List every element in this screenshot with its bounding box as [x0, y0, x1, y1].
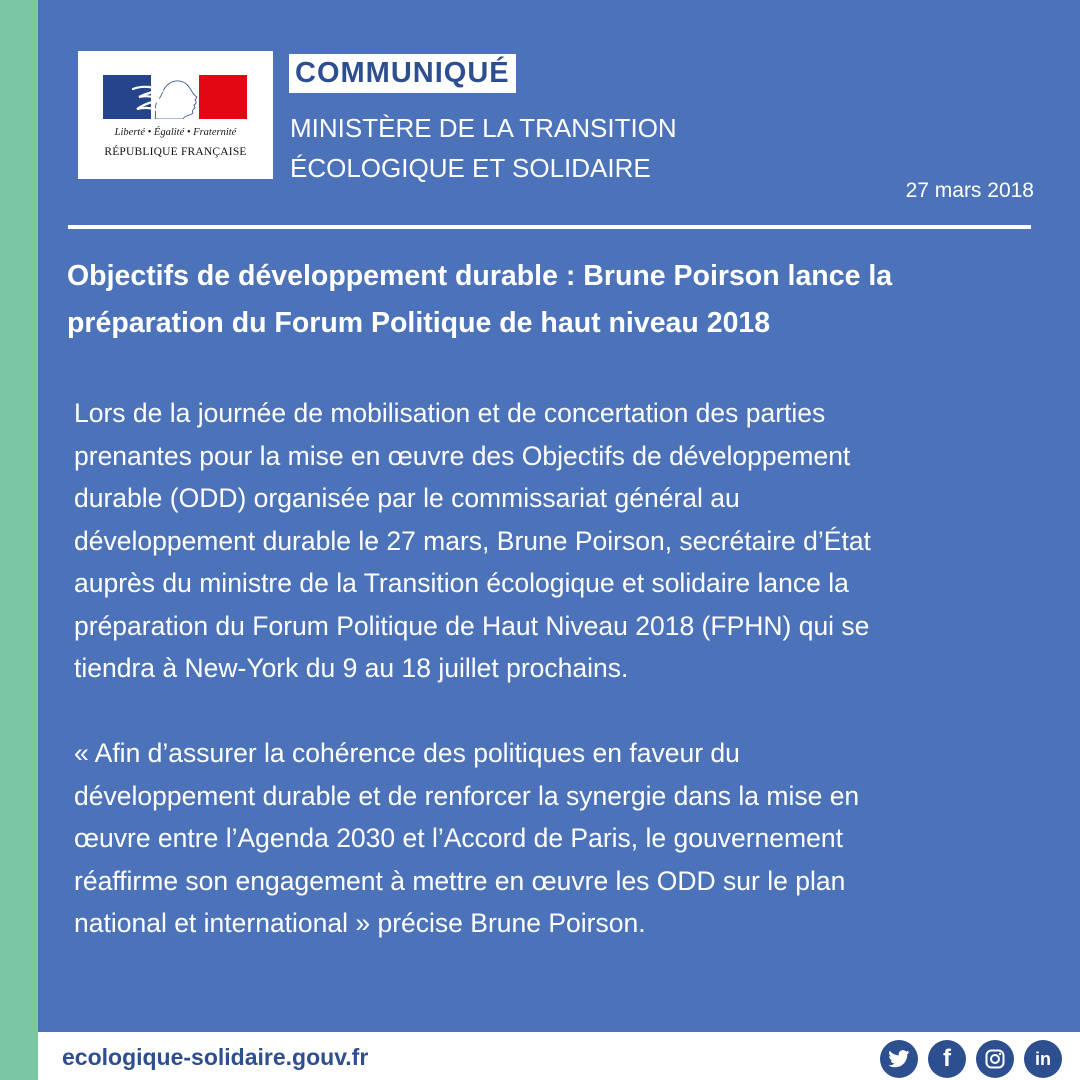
body-line: réaffirme son engagement à mettre en œuvre les ODD sur le plan: [74, 865, 846, 896]
body-line: prenantes pour la mise en œuvre des Objectifs de développement: [74, 440, 851, 471]
side-stripe: [0, 0, 38, 1080]
marianne-flag-icon: [103, 75, 247, 119]
body-line: tiendra à New-York du 9 au 18 juillet prochains.: [74, 653, 629, 683]
instagram-camera-icon: [985, 1049, 1005, 1069]
ministry-line-2: ÉCOLOGIQUE ET SOLIDAIRE: [290, 153, 651, 183]
twitter-icon[interactable]: [880, 1040, 918, 1078]
logo-name: RÉPUBLIQUE FRANÇAISE: [104, 146, 247, 158]
twitter-bird-icon: [888, 1050, 910, 1068]
communique-badge: COMMUNIQUÉ: [289, 54, 516, 93]
header-divider: [68, 225, 1031, 229]
body-line: durable (ODD) organisée par le commissariat général au: [74, 483, 740, 513]
paragraph-1: [74, 392, 1034, 690]
website-link[interactable]: ecologique-solidaire.gouv.fr: [62, 1044, 369, 1070]
headline-line-2: préparation du Forum Politique de haut niveau 2018: [67, 307, 771, 339]
facebook-icon[interactable]: [928, 1040, 966, 1078]
release-date: 27 mars 2018: [905, 179, 1034, 202]
ministry-line-1: MINISTÈRE DE LA TRANSITION: [290, 113, 677, 143]
paragraph-2: [74, 732, 1034, 945]
body-line: « Afin d’assurer la cohérence des politiques en faveur du: [74, 738, 740, 768]
linkedin-icon[interactable]: [1024, 1040, 1062, 1078]
instagram-icon[interactable]: [976, 1040, 1014, 1078]
body-line: Lors de la journée de mobilisation et de concertation des parties: [74, 398, 826, 428]
republique-francaise-logo: [78, 51, 273, 179]
body-line: développement durable le 27 mars, Brune Poirson, secrétaire d’État: [74, 525, 871, 556]
body-line: préparation du Forum Politique de Haut Niveau 2018 (FPHN) qui se: [74, 610, 870, 641]
body-line: auprès du ministre de la Transition écologique et solidaire lance la: [74, 568, 849, 598]
ministry-name: [290, 108, 677, 188]
headline-line-1: Objectifs de développement durable : Brune Poirson lance la: [67, 260, 893, 292]
body-line: national et international » précise Brune Poirson.: [74, 908, 646, 938]
linkedin-glyph: in: [1035, 1048, 1051, 1069]
social-links: [880, 1040, 1062, 1078]
body-line: développement durable et de renforcer la synergie dans la mise en: [74, 780, 860, 811]
headline: [67, 253, 1027, 347]
body-line: œuvre entre l’Agenda 2030 et l’Accord de Paris, le gouvernement: [74, 823, 843, 853]
body-text: [74, 392, 1034, 945]
logo-motto: Liberté • Égalité • Fraternité: [114, 127, 237, 138]
facebook-glyph: f: [943, 1045, 951, 1072]
paragraph-gap: [74, 690, 1034, 733]
